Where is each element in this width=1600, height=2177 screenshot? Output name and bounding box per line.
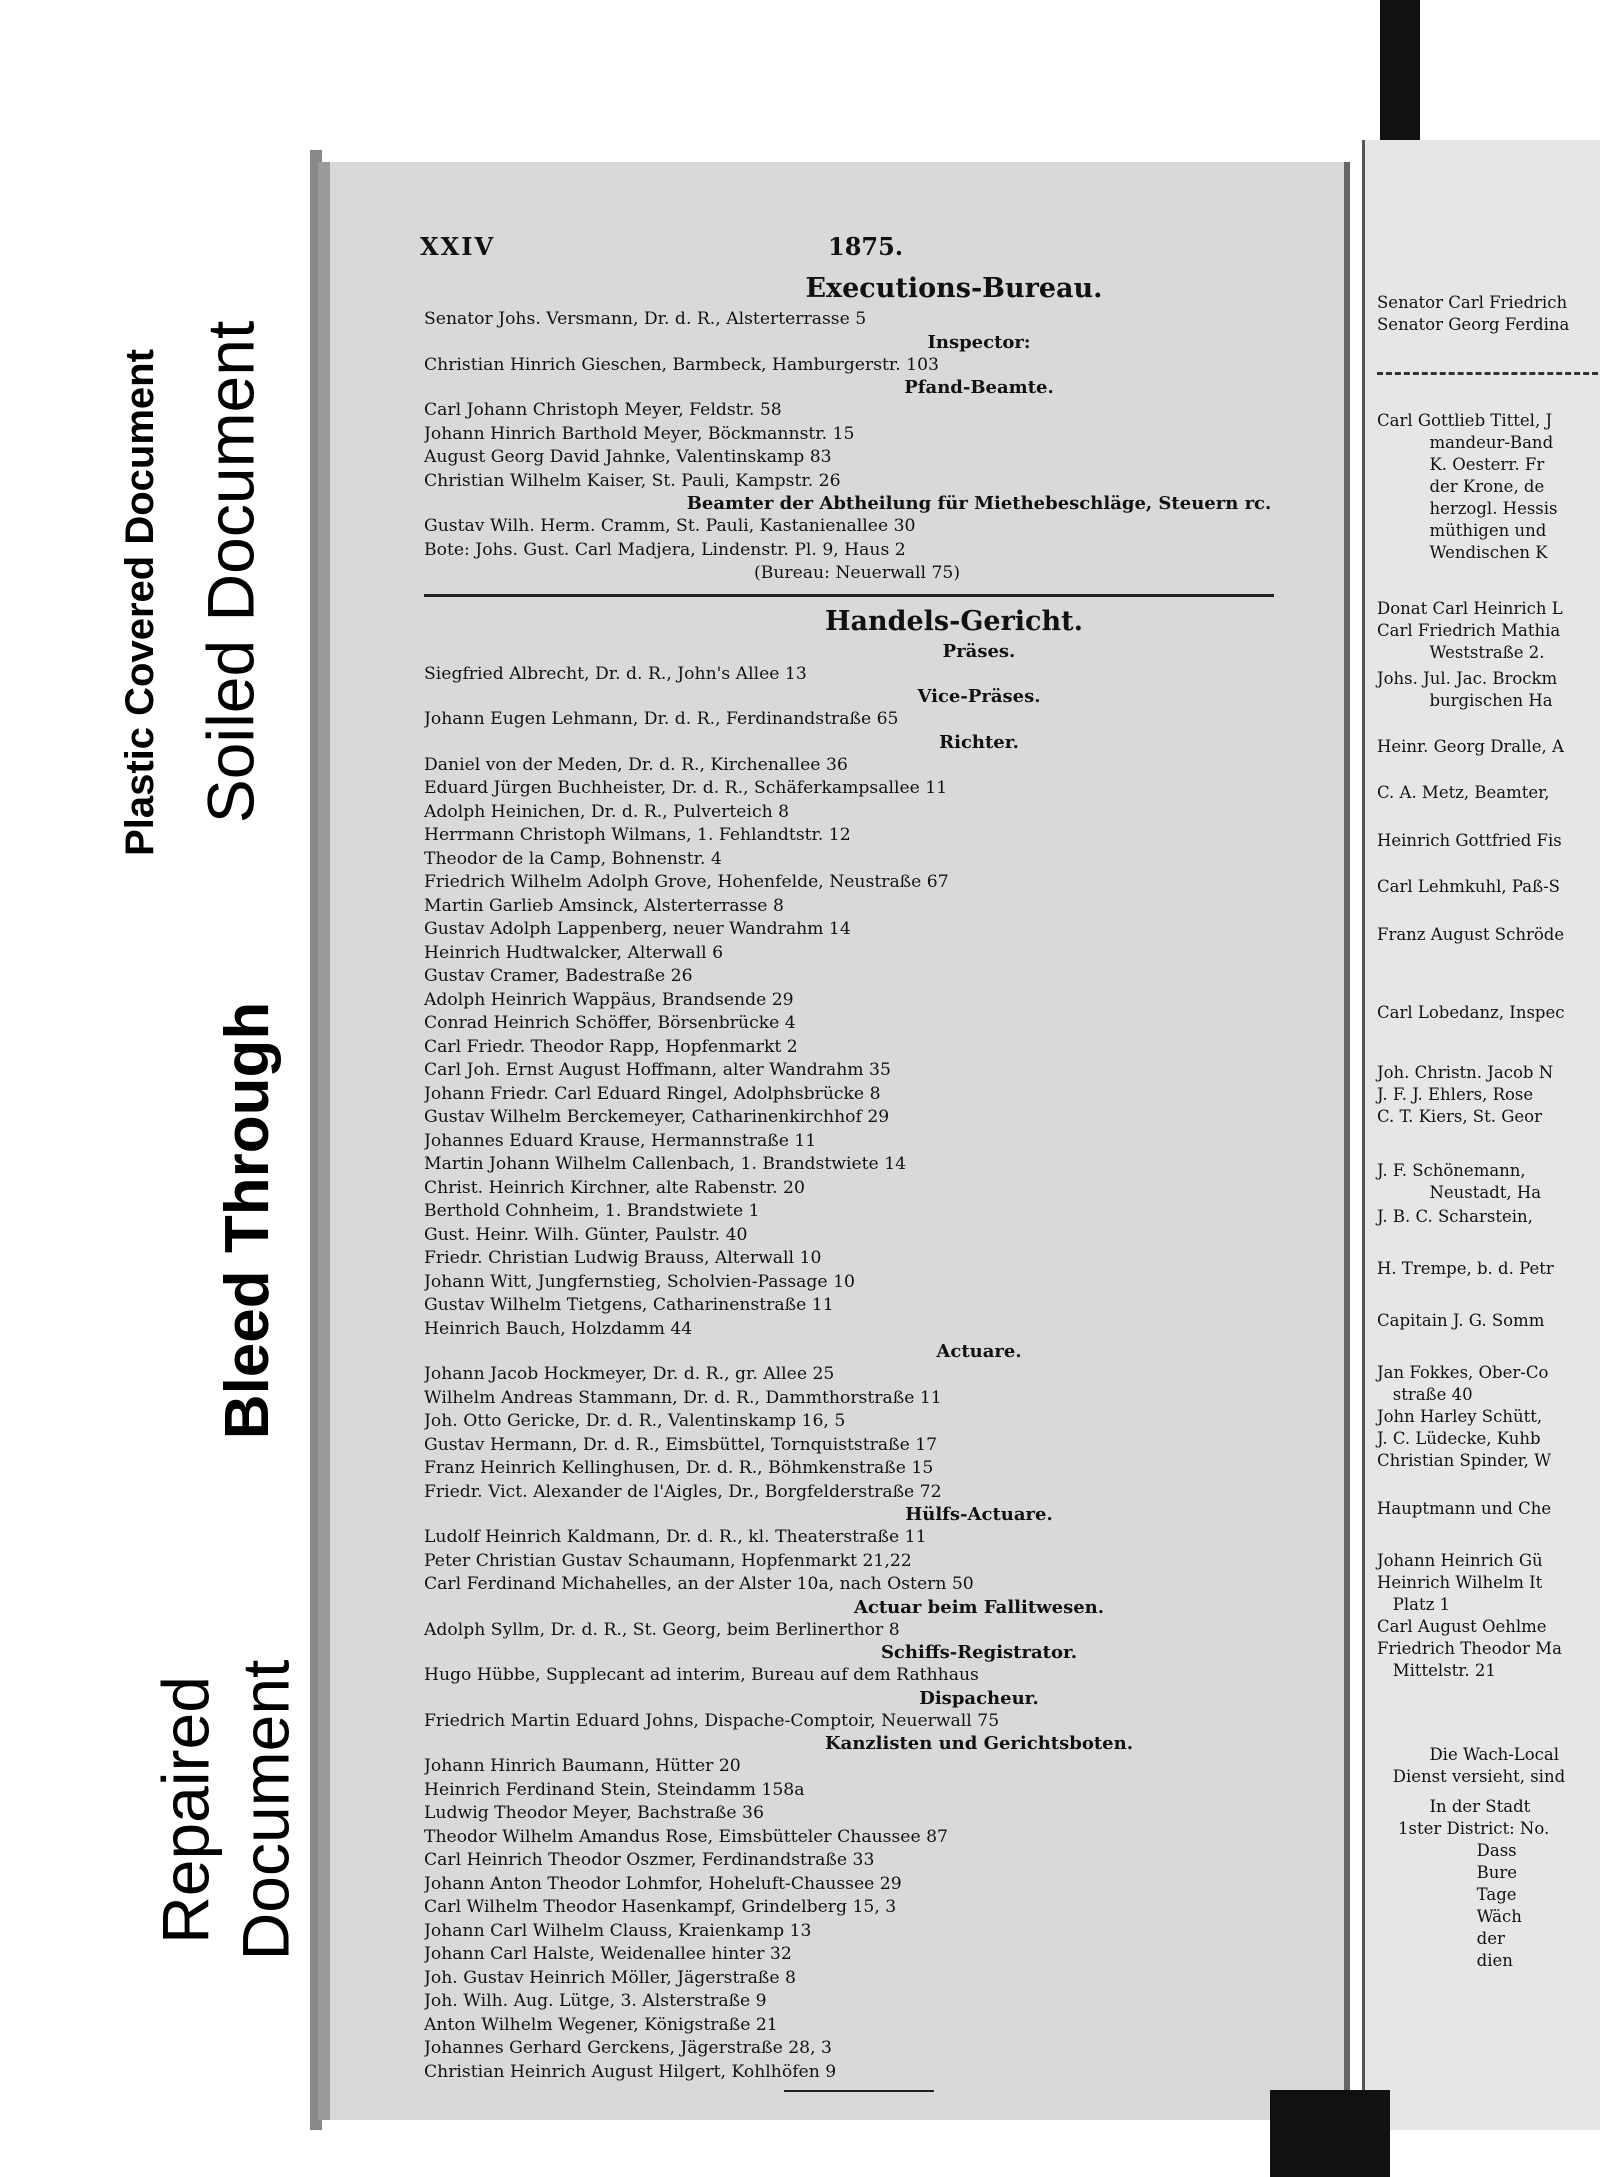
facing-page-text: K. Oesterr. Fr — [1377, 455, 1545, 474]
facing-page-entry — [1377, 1106, 1600, 1128]
facing-page-entry — [1377, 1884, 1600, 1906]
facing-page-text: Tage — [1377, 1885, 1517, 1904]
facing-page-entry — [1377, 1498, 1600, 1520]
soiled-document-text: Soiled Document — [193, 320, 268, 824]
directory-entry: Johannes Eduard Krause, Hermannstraße 11 — [424, 1130, 817, 1151]
directory-entry: Theodor de la Camp, Bohnenstr. 4 — [424, 848, 722, 869]
directory-entry: Friedrich Wilhelm Adolph Grove, Hohenfelde, Neustraße 67 — [424, 872, 949, 892]
facing-page-entry — [1377, 1160, 1600, 1182]
directory-entry: Johann Hinrich Barthold Meyer, Böckmannstr. 15 — [424, 423, 855, 444]
facing-page-entry — [1377, 924, 1600, 946]
facing-page-entry — [1377, 668, 1600, 690]
facing-page-text: Carl Lehmkuhl, Paß-S — [1377, 877, 1560, 896]
directory-entry: Christ. Heinrich Kirchner, alte Rabenstr. 20 — [424, 1177, 805, 1198]
facing-page-text: Wendischen K — [1377, 543, 1548, 562]
directory-entry: Martin Johann Wilhelm Callenbach, 1. Brandstwiete 14 — [424, 1154, 907, 1174]
facing-page-text: J. C. Lüdecke, Kuhb — [1377, 1429, 1541, 1448]
directory-entry: Johann Friedr. Carl Eduard Ringel, Adolphsbrücke 8 — [424, 1083, 881, 1104]
directory-column — [424, 270, 1284, 2092]
facing-page-entry — [1377, 1450, 1600, 1472]
facing-page-entry — [1377, 476, 1600, 498]
directory-entry: Johann Witt, Jungfernstieg, Scholvien-Passage 10 — [424, 1271, 855, 1292]
facing-page-entry — [1377, 782, 1600, 804]
facing-page-text: J. B. C. Scharstein, — [1377, 1207, 1533, 1226]
subsection-heading: Actuar beim Fallitwesen. — [853, 1596, 1105, 1618]
facing-page-text: Jan Fokkes, Ober-Co — [1377, 1363, 1549, 1382]
directory-entry: Eduard Jürgen Buchheister, Dr. d. R., Schäferkampsallee 11 — [424, 778, 948, 798]
directory-entry: Christian Wilhelm Kaiser, St. Pauli, Kampstr. 26 — [424, 470, 841, 491]
facing-page-text: H. Trempe, b. d. Petr — [1377, 1259, 1554, 1278]
facing-page-entry — [1377, 620, 1600, 642]
facing-page-entry — [1377, 1660, 1600, 1682]
document-word: Document — [228, 1659, 302, 1961]
facing-page-text: Heinrich Gottfried Fis — [1377, 831, 1562, 850]
directory-entry: August Georg David Jahnke, Valentinskamp 83 — [424, 447, 832, 467]
directory-entry: Heinrich Hudtwalcker, Alterwall 6 — [424, 942, 724, 963]
facing-page-text: straße 40 — [1377, 1385, 1473, 1404]
subsection-heading: Inspector: — [927, 331, 1031, 353]
facing-page-text: Senator Carl Friedrich — [1377, 293, 1568, 312]
facing-page-text: Hauptmann und Che — [1377, 1499, 1552, 1518]
facing-page-text: Johann Heinrich Gü — [1377, 1551, 1543, 1570]
directory-entry: Joh. Wilh. Aug. Lütge, 3. Alsterstraße 9 — [424, 1991, 767, 2011]
facing-page-text: herzogl. Hessis — [1377, 499, 1558, 518]
facing-page-text: Donat Carl Heinrich L — [1377, 599, 1563, 618]
subsection-heading: Präses. — [942, 640, 1016, 662]
directory-entry: Adolph Heinichen, Dr. d. R., Pulverteich 8 — [424, 801, 790, 822]
facing-page-entry — [1377, 1840, 1600, 1862]
facing-page-text: Joh. Christn. Jacob N — [1377, 1063, 1554, 1082]
facing-page-entry — [1377, 1406, 1600, 1428]
directory-entry: Herrmann Christoph Wilmans, 1. Fehlandtstr. 12 — [424, 825, 851, 845]
facing-page-text: John Harley Schütt, — [1377, 1407, 1543, 1426]
directory-entry: Daniel von der Meden, Dr. d. R., Kirchenallee 36 — [424, 754, 848, 775]
facing-page-entry — [1377, 1550, 1600, 1572]
facing-page-entry — [1377, 1796, 1600, 1818]
facing-page-text: Die Wach-Local — [1377, 1745, 1560, 1764]
facing-page-entry — [1377, 542, 1600, 564]
directory-entry: Bote: Johs. Gust. Carl Madjera, Lindenstr. Pl. 9, Haus 2 — [424, 539, 906, 560]
facing-page-text: J. F. Schönemann, — [1377, 1161, 1526, 1180]
directory-entry: Theodor Wilhelm Amandus Rose, Eimsbütteler Chaussee 87 — [424, 1826, 948, 1847]
repaired-document-label — [140, 1615, 310, 2005]
facing-page-text: Heinrich Wilhelm It — [1377, 1573, 1543, 1592]
directory-entry: Johann Hinrich Baumann, Hütter 20 — [424, 1756, 741, 1776]
directory-entry: Gustav Wilh. Herm. Cramm, St. Pauli, Kastanienallee 30 — [424, 516, 916, 536]
facing-page-entry — [1377, 830, 1600, 852]
directory-entry: Gustav Hermann, Dr. d. R., Eimsbüttel, Tornquiststraße 17 — [424, 1434, 938, 1455]
directory-entry: Heinrich Bauch, Holzdamm 44 — [424, 1318, 693, 1339]
facing-page-entry — [1377, 1428, 1600, 1450]
facing-page-entry — [1377, 1258, 1600, 1280]
subsection-heading: Schiffs-Registrator. — [880, 1642, 1078, 1663]
subsection-heading: Vice-Präses. — [917, 686, 1041, 707]
directory-entry: Wilhelm Andreas Stammann, Dr. d. R., Dammthorstraße 11 — [424, 1387, 942, 1408]
facing-page-entry — [1377, 1062, 1600, 1084]
section-heading: Executions-Bureau. — [805, 273, 1103, 304]
facing-page-entry — [1377, 1906, 1600, 1928]
subsection-heading: Kanzlisten und Gerichtsboten. — [825, 1733, 1133, 1754]
directory-entry: Carl Ferdinand Michahelles, an der Alster 10a, nach Ostern 50 — [424, 1574, 974, 1594]
facing-page-entry — [1377, 1818, 1600, 1840]
facing-page-entry — [1377, 498, 1600, 520]
directory-entry: Gustav Adolph Lappenberg, neuer Wandrahm 14 — [424, 919, 851, 939]
facing-page-entry — [1377, 1950, 1600, 1972]
facing-page-text: J. F. J. Ehlers, Rose — [1377, 1085, 1534, 1104]
repaired-word: Repaired — [148, 1676, 222, 1944]
facing-page-text: der — [1377, 1929, 1505, 1948]
facing-page-entry — [1377, 642, 1600, 664]
facing-page-entry — [1377, 1766, 1600, 1788]
directory-entry: Joh. Gustav Heinrich Möller, Jägerstraße 8 — [424, 1967, 796, 1988]
plastic-covered-text: Plastic Covered Document — [117, 348, 162, 856]
facing-page-entry — [1377, 1310, 1600, 1332]
directory-entry: Friedrich Martin Eduard Johns, Dispache-Comptoir, Neuerwall 75 — [424, 1710, 1000, 1731]
facing-page-entry — [1377, 1002, 1600, 1024]
directory-entry: Johann Jacob Hockmeyer, Dr. d. R., gr. Allee 25 — [424, 1364, 835, 1384]
directory-entry: Gustav Wilhelm Berckemeyer, Catharinenkirchhof 29 — [424, 1107, 890, 1127]
directory-entry: Ludwig Theodor Meyer, Bachstraße 36 — [424, 1803, 764, 1823]
facing-page-text: der Krone, de — [1377, 477, 1545, 496]
directory-entry: Johann Carl Wilhelm Clauss, Kraienkamp 13 — [424, 1920, 812, 1941]
facing-page-entry — [1377, 1862, 1600, 1884]
facing-page-entry — [1377, 876, 1600, 898]
facing-page-entry — [1377, 1928, 1600, 1950]
facing-page-text: Carl Lobedanz, Inspec — [1377, 1003, 1565, 1022]
facing-page-text: Dienst versieht, sind — [1377, 1767, 1566, 1786]
directory-entry: (Bureau: Neuerwall 75) — [754, 563, 961, 583]
facing-page-text: burgischen Ha — [1377, 691, 1553, 710]
facing-page-entry — [1377, 1384, 1600, 1406]
page-header — [420, 232, 1280, 272]
facing-page-text: Carl August Oehlme — [1377, 1617, 1547, 1636]
directory-entry: Gust. Heinr. Wilh. Günter, Paulstr. 40 — [424, 1224, 748, 1245]
directory-entry: Berthold Cohnheim, 1. Brandstwiete 1 — [424, 1201, 760, 1221]
directory-entry: Senator Johs. Versmann, Dr. d. R., Alsterterrasse 5 — [424, 309, 867, 329]
facing-page-text: Capitain J. G. Somm — [1377, 1311, 1545, 1330]
directory-entry: Carl Wilhelm Theodor Hasenkampf, Grindelberg 15, 3 — [424, 1897, 897, 1917]
facing-page-entry — [1377, 1572, 1600, 1594]
facing-page-text: Heinr. Georg Dralle, A — [1377, 737, 1564, 756]
subsection-heading: Richter. — [939, 731, 1019, 753]
page-number: XXIV — [420, 232, 496, 261]
facing-page-text: Weststraße 2. — [1377, 643, 1545, 662]
facing-page-entry — [1377, 690, 1600, 712]
binder-clip-top — [1380, 0, 1420, 140]
facing-page-entry — [1377, 1744, 1600, 1766]
directory-entry: Friedr. Vict. Alexander de l'Aigles, Dr., Borgfelderstraße 72 — [424, 1481, 942, 1502]
facing-page-text: C. T. Kiers, St. Geor — [1377, 1107, 1542, 1126]
facing-page-entry — [1377, 1362, 1600, 1384]
facing-page-entry — [1377, 432, 1600, 454]
plastic-covered-label — [105, 292, 175, 912]
facing-page-text: Johs. Jul. Jac. Brockm — [1377, 669, 1558, 688]
subsection-heading: Hülfs-Actuare. — [905, 1504, 1053, 1525]
directory-entry: Friedr. Christian Ludwig Brauss, Alterwall 10 — [424, 1248, 822, 1268]
section-divider — [424, 594, 1274, 597]
facing-page-entry — [1377, 598, 1600, 620]
facing-page-text: Senator Georg Ferdina — [1377, 315, 1570, 334]
facing-page-text: Franz August Schröde — [1377, 925, 1565, 944]
facing-page-entry — [1377, 1616, 1600, 1638]
subsection-heading: Beamter der Abtheilung für Miethebeschläge, Steuern rc. — [686, 493, 1272, 514]
facing-page-text: Dass — [1377, 1841, 1517, 1860]
soiled-document-label — [185, 282, 275, 862]
section-heading: Handels-Gericht. — [824, 605, 1084, 637]
directory-entry: Ludolf Heinrich Kaldmann, Dr. d. R., kl. Theaterstraße 11 — [424, 1527, 927, 1547]
directory-entry: Joh. Otto Gericke, Dr. d. R., Valentinskamp 16, 5 — [424, 1411, 846, 1431]
directory-entry: Carl Heinrich Theodor Oszmer, Ferdinandstraße 33 — [424, 1850, 875, 1870]
facing-page-text: Carl Gottlieb Tittel, J — [1377, 411, 1553, 430]
directory-entry: Carl Friedr. Theodor Rapp, Hopfenmarkt 2 — [424, 1036, 798, 1057]
directory-entry: Gustav Wilhelm Tietgens, Catharinenstraße 11 — [424, 1295, 834, 1315]
repaired-document-text — [145, 1660, 305, 1961]
facing-page-text: Christian Spinder, W — [1377, 1451, 1552, 1470]
facing-page-text: Friedrich Theodor Ma — [1377, 1639, 1562, 1658]
bleed-through-label — [205, 935, 290, 1505]
dashed-separator — [1377, 372, 1600, 375]
facing-page-entry — [1377, 314, 1600, 336]
facing-page-text: Platz 1 — [1377, 1595, 1451, 1614]
facing-page-text: Neustadt, Ha — [1377, 1183, 1542, 1202]
document-page — [318, 162, 1350, 2120]
facing-page-entry — [1377, 1206, 1600, 1228]
bleed-through-text: Bleed Through — [213, 1001, 283, 1439]
directory-entry: Anton Wilhelm Wegener, Königstraße 21 — [424, 2014, 778, 2035]
directory-entry: Johann Anton Theodor Lohmfor, Hoheluft-Chaussee 29 — [424, 1873, 902, 1894]
directory-entry: Christian Hinrich Gieschen, Barmbeck, Hamburgerstr. 103 — [424, 354, 939, 375]
facing-page-text: müthigen und — [1377, 521, 1547, 540]
directory-entry: Adolph Syllm, Dr. d. R., St. Georg, beim Berlinerthor 8 — [424, 1619, 900, 1640]
directory-entry: Peter Christian Gustav Schaumann, Hopfenmarkt 21,22 — [424, 1550, 912, 1571]
facing-page — [1362, 140, 1600, 2130]
facing-page-entry — [1377, 454, 1600, 476]
subsection-heading: Pfand-Beamte. — [904, 377, 1054, 398]
facing-page-entry — [1377, 1084, 1600, 1106]
facing-page-text: 1ster District: No. — [1377, 1819, 1550, 1838]
directory-entry: Johannes Gerhard Gerckens, Jägerstraße 28, 3 — [424, 2038, 832, 2058]
facing-page-entry — [1377, 1182, 1600, 1204]
facing-page-text: In der Stadt — [1377, 1797, 1531, 1816]
directory-entry: Franz Heinrich Kellinghusen, Dr. d. R., Böhmkenstraße 15 — [424, 1458, 934, 1478]
directory-entry: Gustav Cramer, Badestraße 26 — [424, 966, 693, 986]
facing-page-text: Mittelstr. 21 — [1377, 1661, 1496, 1680]
facing-page-text: dien — [1377, 1951, 1513, 1970]
directory-entry: Martin Garlieb Amsinck, Alsterterrasse 8 — [424, 895, 784, 916]
subsection-heading: Dispacheur. — [919, 1687, 1039, 1709]
directory-entry: Johann Carl Halste, Weidenallee hinter 32 — [424, 1944, 792, 1964]
directory-entry: Siegfried Albrecht, Dr. d. R., John's Allee 13 — [424, 663, 807, 684]
facing-page-entry — [1377, 1638, 1600, 1660]
directory-entry: Carl Johann Christoph Meyer, Feldstr. 58 — [424, 400, 782, 420]
subsection-heading: Actuare. — [936, 1341, 1022, 1362]
directory-entry: Hugo Hübbe, Supplecant ad interim, Bureau auf dem Rathhaus — [424, 1665, 979, 1685]
directory-entry: Christian Heinrich August Hilgert, Kohlhöfen 9 — [424, 2061, 837, 2082]
directory-entry: Adolph Heinrich Wappäus, Brandsende 29 — [424, 989, 794, 1010]
facing-page-entry — [1377, 1594, 1600, 1616]
facing-page-text: C. A. Metz, Beamter, — [1377, 783, 1550, 802]
page-year: 1875. — [828, 232, 904, 261]
facing-page-text: Carl Friedrich Mathia — [1377, 621, 1561, 640]
facing-page-entry — [1377, 292, 1600, 314]
directory-entry: Carl Joh. Ernst August Hoffmann, alter Wandrahm 35 — [424, 1060, 891, 1080]
end-rule — [784, 2090, 934, 2092]
directory-entry: Heinrich Ferdinand Stein, Steindamm 158a — [424, 1779, 805, 1800]
directory-entry: Johann Eugen Lehmann, Dr. d. R., Ferdinandstraße 65 — [424, 709, 899, 729]
facing-page-text: Wäch — [1377, 1907, 1522, 1926]
facing-page-text: Bure — [1377, 1863, 1518, 1882]
binder-clip-bottom — [1270, 2090, 1390, 2177]
facing-page-entry — [1377, 736, 1600, 758]
facing-page-entry — [1377, 520, 1600, 542]
directory-entry: Conrad Heinrich Schöffer, Börsenbrücke 4 — [424, 1013, 796, 1033]
facing-page-text: mandeur-Band — [1377, 433, 1554, 452]
facing-page-entry — [1377, 410, 1600, 432]
